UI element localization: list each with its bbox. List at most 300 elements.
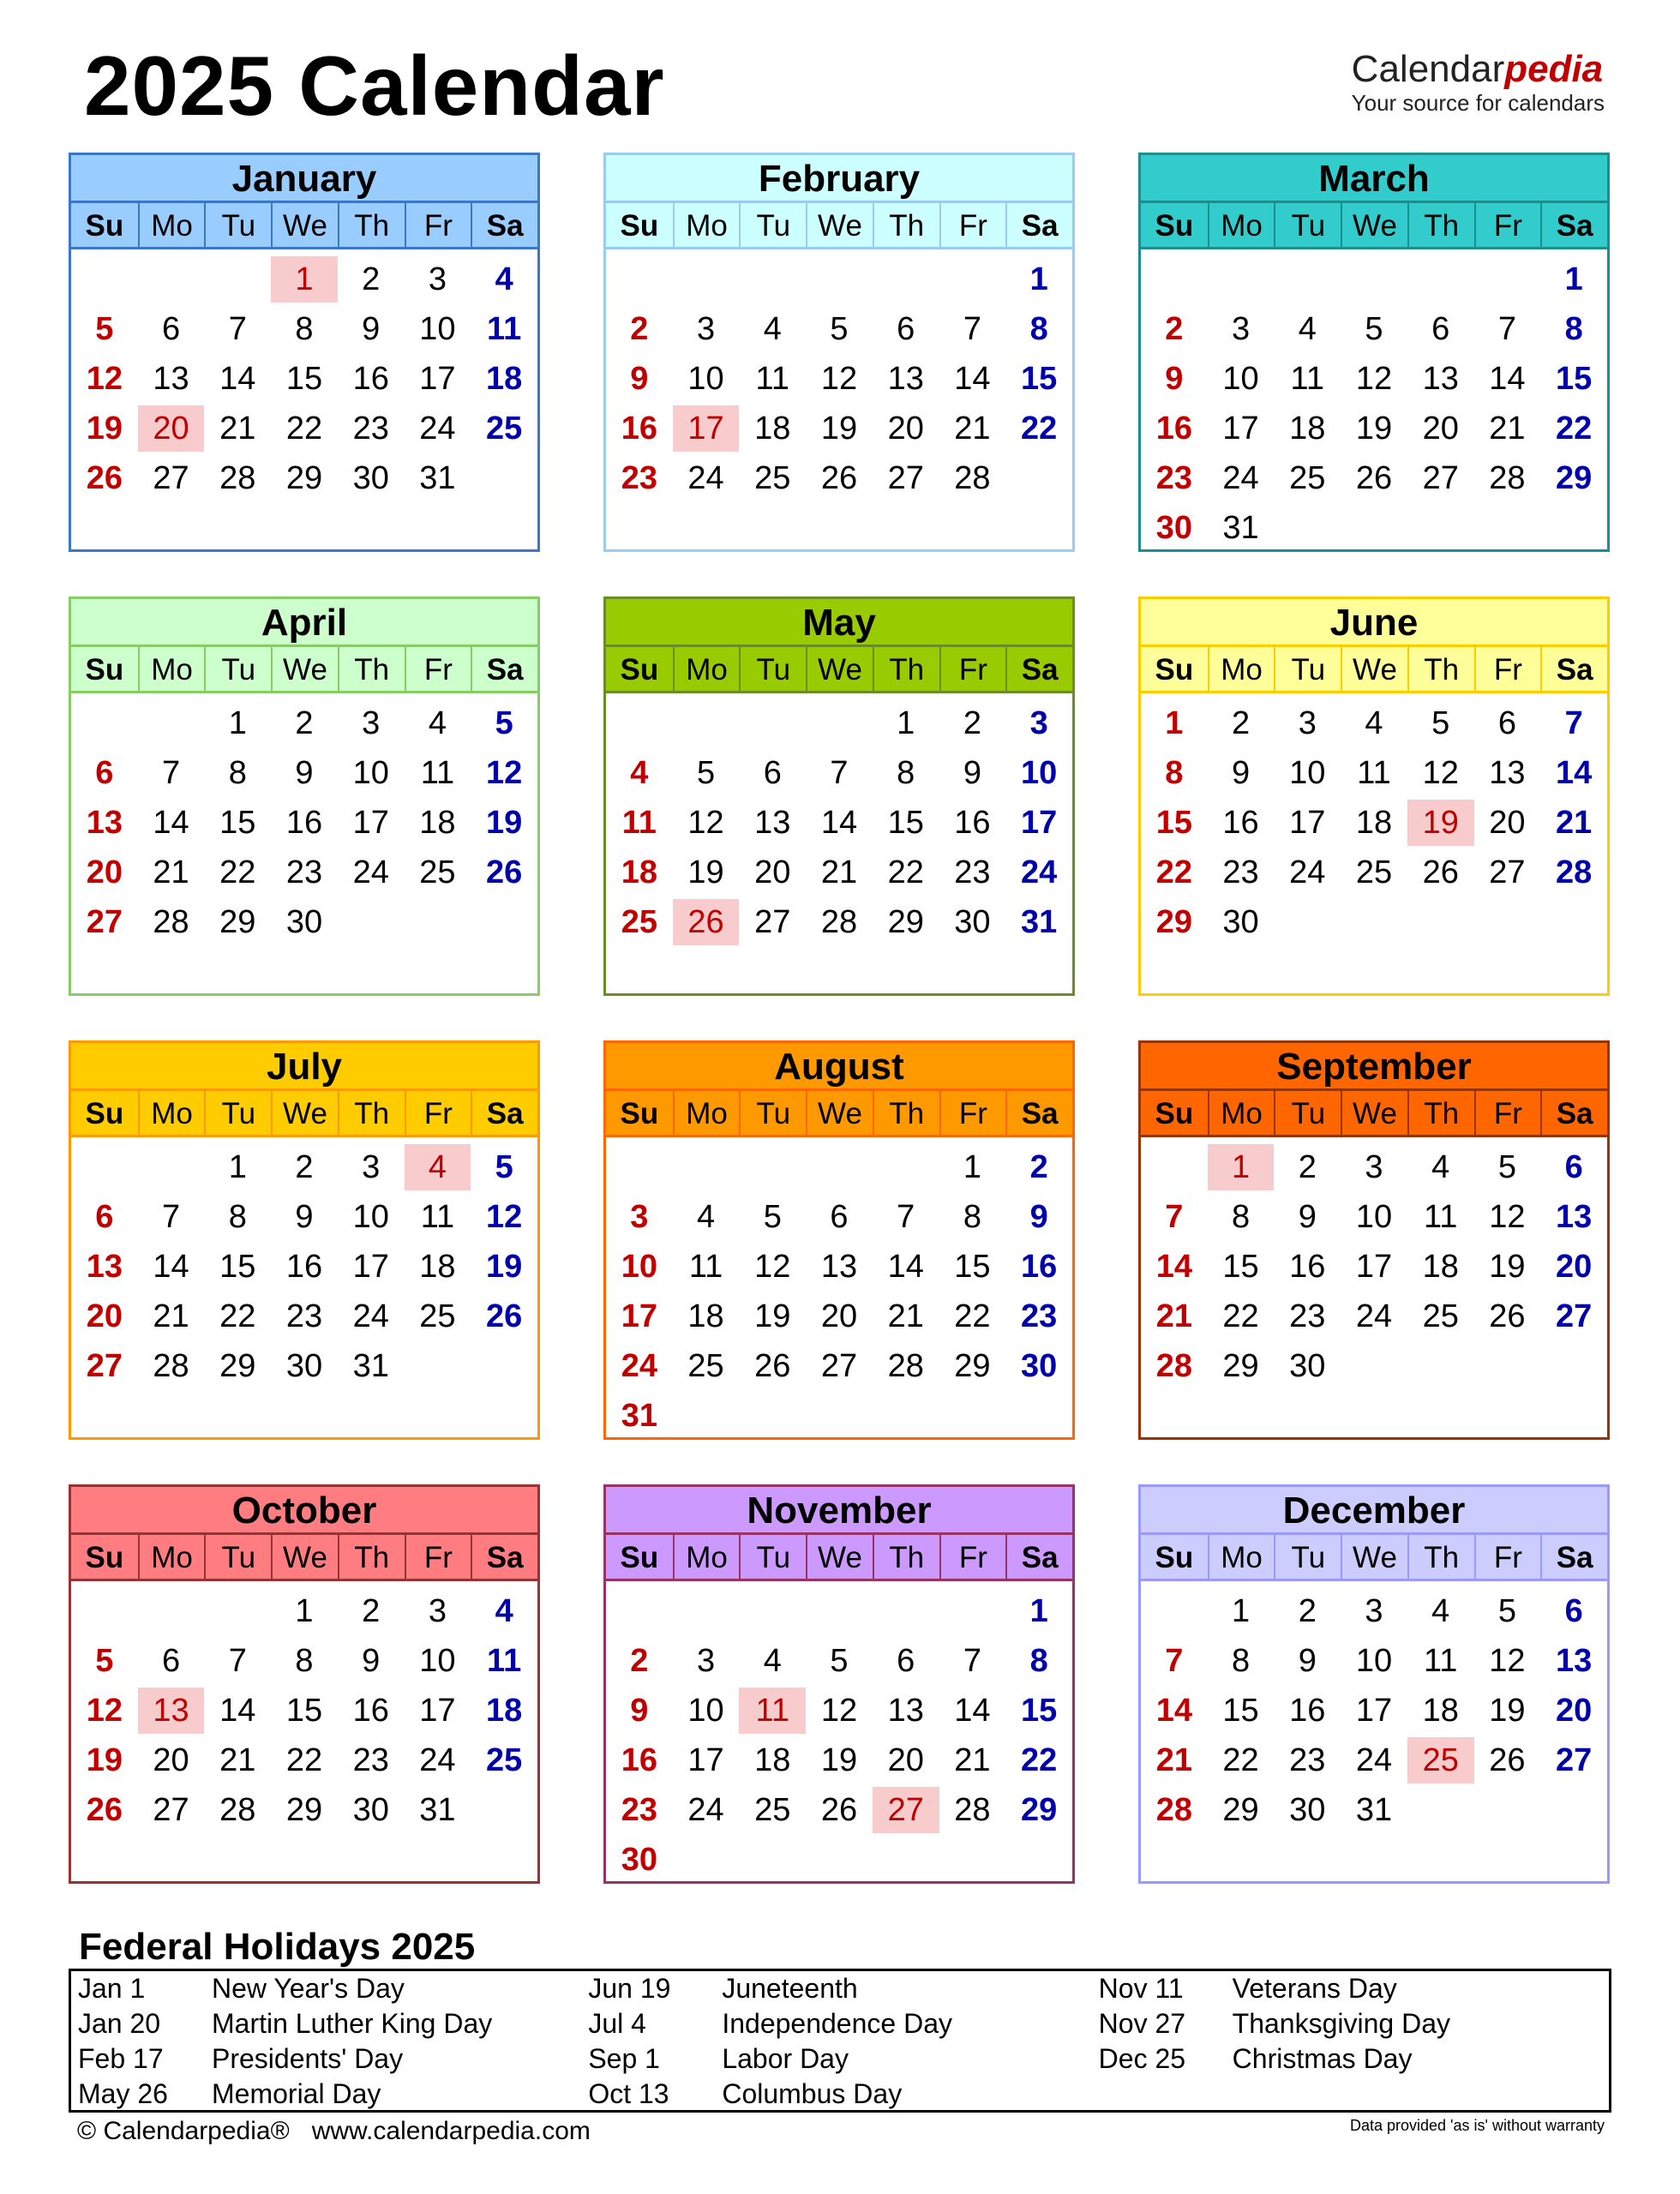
day-cell[interactable]: 5	[1431, 705, 1450, 741]
day-cell[interactable]: 13	[1489, 755, 1526, 791]
day-cell[interactable]: 28	[820, 904, 858, 940]
day-cell[interactable]: 31	[419, 1792, 456, 1828]
day-cell[interactable]: 11	[487, 1643, 522, 1679]
day-cell[interactable]: 3	[696, 311, 716, 347]
day-cell[interactable]: 20	[86, 854, 123, 890]
day-cell[interactable]: 17	[687, 1742, 724, 1778]
day-cell[interactable]: 10	[1021, 755, 1058, 791]
day-cell[interactable]: 20	[1422, 411, 1459, 447]
day-cell[interactable]: 8	[1029, 311, 1048, 347]
day-cell[interactable]: 7	[228, 1643, 247, 1679]
day-cell[interactable]: 25	[1289, 460, 1326, 496]
day-cell[interactable]: 2	[295, 705, 314, 741]
day-cell[interactable]: 5	[495, 1149, 513, 1185]
day-cell[interactable]: 22	[954, 1298, 991, 1334]
day-cell[interactable]: 15	[1021, 361, 1058, 397]
day-cell[interactable]: 7	[897, 1199, 915, 1235]
day-cell[interactable]: 28	[1489, 460, 1526, 496]
day-cell[interactable]: 7	[1564, 705, 1583, 741]
day-cell[interactable]: 29	[954, 1348, 991, 1384]
day-cell[interactable]: 1	[1165, 705, 1184, 741]
day-cell[interactable]: 21	[1489, 411, 1526, 447]
day-cell[interactable]: 9	[1165, 361, 1184, 397]
day-cell[interactable]: 5	[1497, 1149, 1516, 1185]
day-cell[interactable]: 27	[1556, 1742, 1593, 1778]
day-cell[interactable]: 1	[295, 1593, 314, 1629]
day-cell[interactable]: 3	[1029, 705, 1048, 741]
day-cell[interactable]: 15	[1021, 1693, 1058, 1729]
day-cell[interactable]: 9	[295, 755, 314, 791]
day-cell[interactable]: 31	[1021, 904, 1058, 940]
day-cell[interactable]: 22	[1155, 854, 1192, 890]
day-cell[interactable]: 27	[820, 1348, 858, 1384]
day-cell[interactable]: 14	[1489, 361, 1526, 397]
day-cell[interactable]: 26	[1489, 1298, 1526, 1334]
day-cell[interactable]: 23	[1289, 1298, 1326, 1334]
day-cell[interactable]: 24	[687, 460, 724, 496]
day-cell[interactable]: 16	[285, 1249, 323, 1285]
day-cell[interactable]: 16	[1155, 411, 1192, 447]
day-cell[interactable]: 28	[1556, 854, 1593, 890]
day-cell[interactable]: 7	[161, 755, 181, 791]
day-cell[interactable]: 28	[1155, 1792, 1192, 1828]
day-cell[interactable]: 11	[755, 361, 789, 397]
day-cell[interactable]: 2	[362, 1593, 381, 1629]
holiday-day-cell[interactable]: 1	[1208, 1144, 1275, 1190]
day-cell[interactable]: 29	[285, 1792, 323, 1828]
day-cell[interactable]: 22	[1222, 1298, 1259, 1334]
day-cell[interactable]: 17	[1355, 1693, 1393, 1729]
day-cell[interactable]: 27	[86, 1348, 123, 1384]
holiday-day-cell[interactable]: 19	[1407, 800, 1474, 846]
day-cell[interactable]: 25	[419, 1298, 456, 1334]
day-cell[interactable]: 6	[95, 1199, 114, 1235]
day-cell[interactable]: 8	[1231, 1199, 1251, 1235]
day-cell[interactable]: 26	[86, 1792, 123, 1828]
day-cell[interactable]: 14	[1155, 1693, 1192, 1729]
day-cell[interactable]: 3	[1365, 1149, 1383, 1185]
day-cell[interactable]: 16	[352, 1693, 389, 1729]
day-cell[interactable]: 27	[86, 904, 123, 940]
day-cell[interactable]: 20	[887, 1742, 924, 1778]
day-cell[interactable]: 3	[696, 1643, 716, 1679]
day-cell[interactable]: 14	[153, 805, 189, 841]
day-cell[interactable]: 7	[1165, 1643, 1184, 1679]
day-cell[interactable]: 14	[1155, 1249, 1192, 1285]
day-cell[interactable]: 11	[1357, 755, 1391, 791]
day-cell[interactable]: 6	[161, 1643, 181, 1679]
day-cell[interactable]: 3	[362, 705, 381, 741]
day-cell[interactable]: 20	[754, 854, 791, 890]
day-cell[interactable]: 8	[1165, 755, 1184, 791]
day-cell[interactable]: 18	[621, 854, 657, 890]
day-cell[interactable]: 30	[954, 904, 991, 940]
day-cell[interactable]: 10	[1289, 755, 1326, 791]
day-cell[interactable]: 16	[954, 805, 991, 841]
day-cell[interactable]: 23	[1021, 1298, 1058, 1334]
day-cell[interactable]: 5	[495, 705, 513, 741]
day-cell[interactable]: 19	[1355, 411, 1393, 447]
day-cell[interactable]: 31	[419, 460, 456, 496]
day-cell[interactable]: 7	[963, 1643, 981, 1679]
day-cell[interactable]: 29	[1155, 904, 1192, 940]
day-cell[interactable]: 12	[86, 1693, 123, 1729]
day-cell[interactable]: 11	[621, 805, 657, 841]
day-cell[interactable]: 19	[486, 805, 523, 841]
day-cell[interactable]: 4	[1431, 1149, 1450, 1185]
day-cell[interactable]: 23	[285, 1298, 323, 1334]
day-cell[interactable]: 16	[621, 1742, 657, 1778]
day-cell[interactable]: 3	[1298, 705, 1317, 741]
day-cell[interactable]: 30	[285, 1348, 323, 1384]
day-cell[interactable]: 18	[754, 1742, 791, 1778]
day-cell[interactable]: 18	[419, 805, 456, 841]
day-cell[interactable]: 10	[687, 361, 724, 397]
day-cell[interactable]: 22	[219, 854, 256, 890]
day-cell[interactable]: 30	[621, 1842, 657, 1878]
day-cell[interactable]: 20	[153, 1742, 189, 1778]
day-cell[interactable]: 9	[630, 361, 649, 397]
day-cell[interactable]: 26	[754, 1348, 791, 1384]
day-cell[interactable]: 5	[830, 1643, 849, 1679]
day-cell[interactable]: 9	[362, 311, 381, 347]
brand-logo[interactable]	[1352, 48, 1605, 115]
day-cell[interactable]: 22	[887, 854, 924, 890]
day-cell[interactable]: 23	[954, 854, 991, 890]
day-cell[interactable]: 21	[1155, 1742, 1192, 1778]
day-cell[interactable]: 12	[486, 1199, 523, 1235]
day-cell[interactable]: 4	[1298, 311, 1317, 347]
day-cell[interactable]: 29	[1222, 1792, 1259, 1828]
day-cell[interactable]: 4	[428, 705, 447, 741]
day-cell[interactable]: 27	[1422, 460, 1459, 496]
day-cell[interactable]: 12	[687, 805, 724, 841]
day-cell[interactable]: 24	[687, 1792, 724, 1828]
day-cell[interactable]: 13	[887, 361, 924, 397]
day-cell[interactable]: 18	[754, 411, 791, 447]
day-cell[interactable]: 22	[1222, 1742, 1259, 1778]
holiday-day-cell[interactable]: 4	[405, 1144, 471, 1190]
day-cell[interactable]: 23	[1222, 854, 1259, 890]
day-cell[interactable]: 5	[1365, 311, 1383, 347]
day-cell[interactable]: 8	[1231, 1643, 1251, 1679]
day-cell[interactable]: 23	[621, 1792, 657, 1828]
day-cell[interactable]: 14	[219, 1693, 256, 1729]
day-cell[interactable]: 1	[1564, 261, 1583, 297]
day-cell[interactable]: 24	[352, 854, 389, 890]
day-cell[interactable]: 16	[621, 411, 657, 447]
day-cell[interactable]: 13	[1422, 361, 1459, 397]
day-cell[interactable]: 6	[897, 1643, 915, 1679]
day-cell[interactable]: 15	[219, 1249, 256, 1285]
day-cell[interactable]: 20	[1556, 1249, 1593, 1285]
day-cell[interactable]: 6	[161, 311, 181, 347]
day-cell[interactable]: 2	[295, 1149, 314, 1185]
day-cell[interactable]: 28	[954, 1792, 991, 1828]
day-cell[interactable]: 4	[630, 755, 649, 791]
day-cell[interactable]: 26	[486, 854, 523, 890]
day-cell[interactable]: 4	[1431, 1593, 1450, 1629]
day-cell[interactable]: 23	[352, 1742, 389, 1778]
day-cell[interactable]: 25	[1355, 854, 1393, 890]
day-cell[interactable]: 22	[285, 1742, 323, 1778]
day-cell[interactable]: 4	[696, 1199, 716, 1235]
day-cell[interactable]: 14	[219, 361, 256, 397]
day-cell[interactable]: 6	[763, 755, 782, 791]
day-cell[interactable]: 21	[153, 854, 189, 890]
day-cell[interactable]: 15	[1222, 1693, 1259, 1729]
day-cell[interactable]: 4	[1365, 705, 1383, 741]
day-cell[interactable]: 5	[830, 311, 849, 347]
day-cell[interactable]: 20	[1489, 805, 1526, 841]
day-cell[interactable]: 13	[86, 805, 123, 841]
day-cell[interactable]: 30	[1289, 1792, 1326, 1828]
day-cell[interactable]: 21	[887, 1298, 924, 1334]
day-cell[interactable]: 6	[897, 311, 915, 347]
day-cell[interactable]: 11	[1290, 361, 1324, 397]
day-cell[interactable]: 7	[963, 311, 981, 347]
day-cell[interactable]: 29	[285, 460, 323, 496]
day-cell[interactable]: 13	[153, 361, 189, 397]
day-cell[interactable]: 6	[1564, 1593, 1583, 1629]
day-cell[interactable]: 1	[228, 1149, 247, 1185]
day-cell[interactable]: 9	[630, 1693, 649, 1729]
holiday-day-cell[interactable]: 1	[271, 256, 338, 303]
day-cell[interactable]: 20	[86, 1298, 123, 1334]
day-cell[interactable]: 20	[820, 1298, 858, 1334]
day-cell[interactable]: 4	[763, 311, 782, 347]
day-cell[interactable]: 28	[219, 1792, 256, 1828]
holiday-day-cell[interactable]: 25	[1407, 1737, 1474, 1783]
day-cell[interactable]: 29	[1556, 460, 1593, 496]
day-cell[interactable]: 28	[219, 460, 256, 496]
day-cell[interactable]: 23	[1155, 460, 1192, 496]
day-cell[interactable]: 8	[295, 311, 314, 347]
day-cell[interactable]: 29	[219, 904, 256, 940]
day-cell[interactable]: 12	[1489, 1199, 1526, 1235]
holiday-day-cell[interactable]: 11	[739, 1687, 806, 1734]
day-cell[interactable]: 28	[1155, 1348, 1192, 1384]
day-cell[interactable]: 10	[1355, 1199, 1393, 1235]
day-cell[interactable]: 30	[1021, 1348, 1058, 1384]
day-cell[interactable]: 24	[1355, 1742, 1393, 1778]
day-cell[interactable]: 8	[897, 755, 915, 791]
day-cell[interactable]: 2	[362, 261, 381, 297]
day-cell[interactable]: 2	[630, 1643, 649, 1679]
day-cell[interactable]: 10	[352, 1199, 389, 1235]
day-cell[interactable]: 29	[1021, 1792, 1058, 1828]
day-cell[interactable]: 6	[1497, 705, 1516, 741]
day-cell[interactable]: 13	[887, 1693, 924, 1729]
day-cell[interactable]: 1	[963, 1149, 981, 1185]
day-cell[interactable]: 8	[1029, 1643, 1048, 1679]
day-cell[interactable]: 21	[954, 411, 991, 447]
day-cell[interactable]: 25	[754, 1792, 791, 1828]
day-cell[interactable]: 26	[1489, 1742, 1526, 1778]
day-cell[interactable]: 12	[1355, 361, 1393, 397]
day-cell[interactable]: 19	[86, 1742, 123, 1778]
day-cell[interactable]: 3	[630, 1199, 649, 1235]
day-cell[interactable]: 28	[887, 1348, 924, 1384]
day-cell[interactable]: 4	[763, 1643, 782, 1679]
day-cell[interactable]: 20	[1556, 1693, 1593, 1729]
day-cell[interactable]: 17	[621, 1298, 657, 1334]
day-cell[interactable]: 17	[419, 361, 456, 397]
day-cell[interactable]: 30	[1289, 1348, 1326, 1384]
day-cell[interactable]: 18	[1422, 1693, 1459, 1729]
day-cell[interactable]: 4	[495, 1593, 513, 1629]
day-cell[interactable]: 31	[352, 1348, 389, 1384]
day-cell[interactable]: 6	[1431, 311, 1450, 347]
day-cell[interactable]: 1	[1029, 1593, 1048, 1629]
day-cell[interactable]: 14	[153, 1249, 189, 1285]
day-cell[interactable]: 21	[1556, 805, 1593, 841]
day-cell[interactable]: 2	[630, 311, 649, 347]
day-cell[interactable]: 10	[419, 311, 456, 347]
day-cell[interactable]: 29	[219, 1348, 256, 1384]
day-cell[interactable]: 22	[285, 411, 323, 447]
day-cell[interactable]: 19	[820, 1742, 858, 1778]
day-cell[interactable]: 12	[486, 755, 523, 791]
footer-url-link[interactable]: www.calendarpedia.com	[311, 2117, 591, 2145]
day-cell[interactable]: 28	[153, 904, 189, 940]
day-cell[interactable]: 13	[1556, 1199, 1593, 1235]
day-cell[interactable]: 26	[1355, 460, 1393, 496]
day-cell[interactable]: 15	[954, 1249, 991, 1285]
day-cell[interactable]: 23	[1289, 1742, 1326, 1778]
day-cell[interactable]: 26	[86, 460, 123, 496]
day-cell[interactable]: 15	[285, 361, 323, 397]
day-cell[interactable]: 7	[1165, 1199, 1184, 1235]
day-cell[interactable]: 10	[352, 755, 389, 791]
day-cell[interactable]: 16	[1289, 1249, 1326, 1285]
day-cell[interactable]: 11	[487, 311, 522, 347]
day-cell[interactable]: 7	[830, 755, 849, 791]
day-cell[interactable]: 22	[1021, 411, 1058, 447]
day-cell[interactable]: 27	[754, 904, 791, 940]
day-cell[interactable]: 10	[1355, 1643, 1393, 1679]
day-cell[interactable]: 30	[285, 904, 323, 940]
day-cell[interactable]: 15	[887, 805, 924, 841]
day-cell[interactable]: 19	[1489, 1693, 1526, 1729]
day-cell[interactable]: 16	[1222, 805, 1259, 841]
holiday-day-cell[interactable]: 27	[873, 1787, 939, 1833]
day-cell[interactable]: 9	[963, 755, 981, 791]
day-cell[interactable]: 30	[1222, 904, 1259, 940]
holiday-day-cell[interactable]: 26	[673, 899, 740, 945]
day-cell[interactable]: 20	[887, 411, 924, 447]
day-cell[interactable]: 12	[820, 1693, 858, 1729]
day-cell[interactable]: 24	[1355, 1298, 1393, 1334]
day-cell[interactable]: 14	[820, 805, 858, 841]
day-cell[interactable]: 11	[420, 755, 455, 791]
day-cell[interactable]: 3	[1231, 311, 1251, 347]
day-cell[interactable]: 11	[1423, 1199, 1458, 1235]
day-cell[interactable]: 5	[95, 311, 114, 347]
day-cell[interactable]: 13	[754, 805, 791, 841]
day-cell[interactable]: 9	[1298, 1643, 1317, 1679]
day-cell[interactable]: 9	[1231, 755, 1251, 791]
day-cell[interactable]: 6	[830, 1199, 849, 1235]
day-cell[interactable]: 9	[1029, 1199, 1048, 1235]
day-cell[interactable]: 2	[1029, 1149, 1048, 1185]
day-cell[interactable]: 7	[161, 1199, 181, 1235]
day-cell[interactable]: 15	[1155, 805, 1192, 841]
day-cell[interactable]: 12	[754, 1249, 791, 1285]
day-cell[interactable]: 13	[820, 1249, 858, 1285]
day-cell[interactable]: 30	[352, 1792, 389, 1828]
day-cell[interactable]: 11	[1423, 1643, 1458, 1679]
day-cell[interactable]: 16	[352, 361, 389, 397]
day-cell[interactable]: 2	[1298, 1149, 1317, 1185]
day-cell[interactable]: 14	[954, 1693, 991, 1729]
day-cell[interactable]: 26	[820, 1792, 858, 1828]
day-cell[interactable]: 29	[1222, 1348, 1259, 1384]
day-cell[interactable]: 27	[1489, 854, 1526, 890]
day-cell[interactable]: 21	[954, 1742, 991, 1778]
day-cell[interactable]: 23	[285, 854, 323, 890]
day-cell[interactable]: 2	[1165, 311, 1184, 347]
day-cell[interactable]: 7	[1497, 311, 1516, 347]
day-cell[interactable]: 15	[1556, 361, 1593, 397]
day-cell[interactable]: 18	[1422, 1249, 1459, 1285]
day-cell[interactable]: 21	[1155, 1298, 1192, 1334]
day-cell[interactable]: 12	[820, 361, 858, 397]
day-cell[interactable]: 18	[1289, 411, 1326, 447]
day-cell[interactable]: 2	[963, 705, 981, 741]
day-cell[interactable]: 1	[1029, 261, 1048, 297]
day-cell[interactable]: 21	[153, 1298, 189, 1334]
day-cell[interactable]: 22	[1556, 411, 1593, 447]
day-cell[interactable]: 16	[1289, 1693, 1326, 1729]
day-cell[interactable]: 24	[1222, 460, 1259, 496]
day-cell[interactable]: 21	[820, 854, 858, 890]
day-cell[interactable]: 5	[95, 1643, 114, 1679]
day-cell[interactable]: 12	[1422, 755, 1459, 791]
day-cell[interactable]: 17	[1021, 805, 1058, 841]
day-cell[interactable]: 4	[495, 261, 513, 297]
day-cell[interactable]: 15	[285, 1693, 323, 1729]
day-cell[interactable]: 3	[428, 261, 447, 297]
day-cell[interactable]: 19	[754, 1298, 791, 1334]
day-cell[interactable]: 16	[1021, 1249, 1058, 1285]
day-cell[interactable]: 12	[86, 361, 123, 397]
day-cell[interactable]: 25	[486, 1742, 523, 1778]
day-cell[interactable]: 18	[486, 361, 523, 397]
day-cell[interactable]: 14	[1556, 755, 1593, 791]
day-cell[interactable]: 25	[1422, 1298, 1459, 1334]
day-cell[interactable]: 19	[86, 411, 123, 447]
day-cell[interactable]: 29	[887, 904, 924, 940]
day-cell[interactable]: 24	[1289, 854, 1326, 890]
day-cell[interactable]: 9	[295, 1199, 314, 1235]
day-cell[interactable]: 19	[486, 1249, 523, 1285]
day-cell[interactable]: 18	[486, 1693, 523, 1729]
day-cell[interactable]: 31	[621, 1398, 657, 1434]
day-cell[interactable]: 24	[1021, 854, 1058, 890]
day-cell[interactable]: 22	[219, 1298, 256, 1334]
holiday-day-cell[interactable]: 13	[138, 1687, 205, 1734]
day-cell[interactable]: 27	[887, 460, 924, 496]
day-cell[interactable]: 17	[1355, 1249, 1393, 1285]
day-cell[interactable]: 10	[621, 1249, 657, 1285]
day-cell[interactable]: 18	[687, 1298, 724, 1334]
day-cell[interactable]: 17	[1222, 411, 1259, 447]
day-cell[interactable]: 19	[820, 411, 858, 447]
day-cell[interactable]: 2	[1231, 705, 1251, 741]
day-cell[interactable]: 27	[153, 460, 189, 496]
day-cell[interactable]: 17	[352, 805, 389, 841]
